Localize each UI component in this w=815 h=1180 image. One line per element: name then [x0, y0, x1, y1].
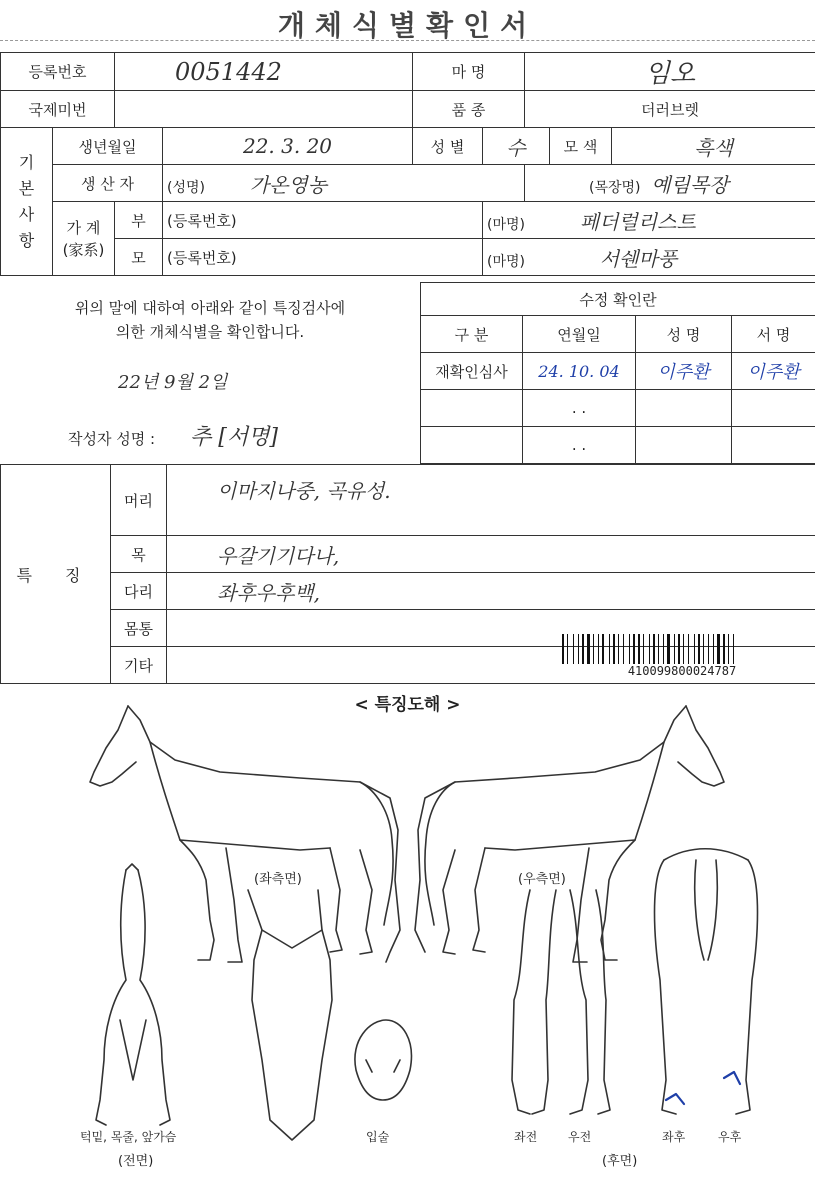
barcode-bar — [573, 634, 574, 664]
owner-name-tag: (성명) — [167, 179, 205, 196]
barcode-bar — [681, 634, 682, 664]
sex-label: 성 별 — [413, 128, 483, 165]
barcode-number: 410099800024787 — [627, 664, 737, 678]
barcode-bar — [625, 634, 628, 664]
barcode-bar — [703, 634, 704, 664]
barcode-bar — [688, 634, 689, 664]
document-title: 개체식별확인서 — [277, 9, 538, 42]
barcode-bar — [631, 634, 632, 664]
dam-name-cell — [483, 239, 815, 276]
revision-row-1-name: 이주환 — [636, 353, 732, 390]
statement-line-2: 의한 개체식별을 확인합니다. — [115, 323, 305, 341]
horse-diagram — [0, 700, 815, 1170]
barcode-bar — [565, 634, 566, 664]
barcode-bar — [713, 634, 714, 664]
label-front-parts: 턱밑, 목줄, 앞가슴 — [80, 1130, 177, 1144]
producer-cell — [163, 165, 525, 202]
breed-value: 더러브렛 — [525, 91, 815, 128]
barcode-bar — [723, 634, 725, 664]
label-hind-right: 우후 — [718, 1130, 742, 1144]
title-underline — [0, 40, 815, 41]
label-muzzle: 입술 — [366, 1130, 390, 1144]
barcode-bar — [708, 634, 709, 664]
barcode-bar — [623, 634, 624, 664]
barcode-bar — [665, 634, 666, 664]
barcode-bar — [618, 634, 619, 664]
statement-line-1: 위의 말에 대하여 아래와 같이 특징검사에 — [74, 299, 346, 317]
revision-row-2-type — [421, 390, 523, 427]
producer-label: 생 산 자 — [53, 165, 163, 202]
dam-name-tag: (마명) — [487, 253, 525, 270]
revision-col-type: 구 분 — [421, 316, 523, 353]
barcode-bar — [582, 634, 584, 664]
reg-no-value: 0051442 — [115, 53, 413, 91]
revision-row-2-name — [636, 390, 732, 427]
writer-label: 작성자 성명 : — [68, 430, 156, 448]
barcode-bar — [629, 634, 630, 664]
barcode-bar — [701, 634, 702, 664]
statement — [0, 296, 420, 344]
birth-value: 22. 3. 20 — [163, 128, 413, 165]
section-label-basic: 기본사항 — [1, 128, 53, 276]
label-right-side: (우측면) — [518, 872, 566, 887]
producer-value: 가온영농 — [249, 172, 328, 197]
intl-no-label: 국제미번 — [1, 91, 115, 128]
label-rear-view: (후면) — [602, 1154, 638, 1169]
barcode-bar — [715, 634, 716, 664]
label-front-view: (전면) — [118, 1154, 154, 1169]
barcode-bar — [633, 634, 635, 664]
sex-value: 수 — [483, 128, 550, 165]
barcode-bar — [676, 634, 677, 664]
barcode-bar — [696, 634, 697, 664]
farm-cell — [525, 165, 815, 202]
feature-label-other: 기타 — [111, 647, 167, 684]
barcode-bar — [735, 634, 736, 664]
right-side-horse-outline — [415, 706, 724, 962]
barcode-bar — [674, 634, 675, 664]
intl-no-value — [115, 91, 413, 128]
barcode-bar — [578, 634, 579, 664]
diagram-title: < 특징도해 > — [354, 695, 461, 715]
feature-label-legs: 다리 — [111, 573, 167, 610]
barcode-bar — [636, 634, 637, 664]
barcode-bar — [643, 634, 644, 664]
barcode-bar — [567, 634, 568, 664]
barcode-bar — [698, 634, 700, 664]
dam-label: 모 — [115, 239, 163, 276]
barcode-bar — [717, 634, 720, 664]
basic-info-table — [0, 52, 815, 276]
barcode-bar — [641, 634, 642, 664]
revision-row-2-sign — [732, 390, 815, 427]
revision-col-name: 성 명 — [636, 316, 732, 353]
feature-label-body: 몸통 — [111, 610, 167, 647]
barcode-bar — [733, 634, 734, 664]
barcode-bar — [593, 634, 594, 664]
barcode-bar — [683, 634, 684, 664]
barcode-bar — [658, 634, 659, 664]
label-fore-left: 좌전 — [514, 1130, 538, 1144]
feature-value-neck: 우갈기기다나, — [167, 536, 815, 573]
barcode-bar — [730, 634, 732, 664]
muzzle-outline — [355, 1020, 412, 1100]
barcode-bars — [562, 634, 802, 664]
barcode-bar — [660, 634, 662, 664]
barcode-bar — [663, 634, 664, 664]
revision-row-1-date: 24. 10. 04 — [523, 353, 636, 390]
barcode-bar — [667, 634, 670, 664]
revision-row-1-type: 재확인심사 — [421, 353, 523, 390]
barcode-bar — [685, 634, 687, 664]
sire-label: 부 — [115, 202, 163, 239]
sire-name-tag: (마명) — [487, 216, 525, 233]
barcode-bar — [575, 634, 577, 664]
dam-name-value: 서쉔마풍 — [599, 246, 678, 271]
features-label: 특 징 — [1, 465, 111, 684]
barcode-bar — [678, 634, 680, 664]
label-left-side: (좌측면) — [254, 872, 302, 887]
revision-row-2-date: . . — [523, 390, 636, 427]
revision-row-3-name — [636, 427, 732, 464]
barcode-bar — [585, 634, 586, 664]
revision-row-3-sign — [732, 427, 815, 464]
barcode-bar — [726, 634, 727, 664]
confirm-date: 22년 9월 2일 — [118, 372, 228, 393]
barcode-bar — [656, 634, 657, 664]
revision-col-date: 연월일 — [523, 316, 636, 353]
front-view-horse-outline — [96, 864, 170, 1125]
head-front-outline — [248, 890, 332, 1140]
pedigree-label: 가 계 — [66, 218, 101, 237]
barcode-bar — [609, 634, 610, 664]
revision-table — [420, 282, 815, 464]
farm-tag: (목장명) — [589, 179, 641, 196]
farm-value: 예림목장 — [651, 172, 729, 197]
barcode-bar — [721, 634, 722, 664]
barcode-bar — [671, 634, 673, 664]
barcode-bar — [587, 634, 590, 664]
horse-name-label: 마 명 — [413, 53, 525, 91]
sire-reg-tag: (등록번호) — [163, 202, 483, 239]
writer-signature: 추 [서명] — [190, 425, 278, 450]
barcode-bar — [728, 634, 729, 664]
label-fore-right: 우전 — [568, 1130, 592, 1144]
barcode-bar — [591, 634, 592, 664]
dam-reg-tag: (등록번호) — [163, 239, 483, 276]
feature-label-head: 머리 — [111, 465, 167, 536]
breed-label: 품 종 — [413, 91, 525, 128]
front-legs-outline — [512, 890, 610, 1114]
barcode-bar — [602, 634, 604, 664]
barcode-bar — [598, 634, 599, 664]
barcode-bar — [616, 634, 617, 664]
barcode — [562, 634, 802, 678]
barcode-bar — [705, 634, 707, 664]
barcode-bar — [580, 634, 581, 664]
revision-col-sign: 서 명 — [732, 316, 815, 353]
label-hind-left: 좌후 — [662, 1130, 686, 1144]
barcode-bar — [562, 634, 564, 664]
sire-name-cell — [483, 202, 815, 239]
left-side-horse-outline — [90, 706, 400, 962]
barcode-bar — [605, 634, 608, 664]
barcode-bar — [645, 634, 648, 664]
feature-label-neck: 목 — [111, 536, 167, 573]
confirmation-block — [0, 282, 421, 464]
barcode-bar — [611, 634, 612, 664]
pedigree-hanja: (家系) — [62, 240, 105, 259]
feature-value-legs: 좌후우후백, — [167, 573, 815, 610]
barcode-bar — [600, 634, 601, 664]
horse-name-value: 임오 — [525, 53, 815, 91]
barcode-bar — [569, 634, 572, 664]
rear-view-horse-outline — [655, 849, 758, 1114]
barcode-bar — [690, 634, 693, 664]
color-label: 모 색 — [550, 128, 612, 165]
barcode-bar — [620, 634, 622, 664]
barcode-bar — [613, 634, 615, 664]
reg-no-label: 등록번호 — [1, 53, 115, 91]
sire-name-value: 페더럴리스트 — [579, 209, 696, 234]
barcode-bar — [638, 634, 640, 664]
revision-row-3-date: . . — [523, 427, 636, 464]
revision-row-1-sign: 이주환 — [732, 353, 815, 390]
barcode-bar — [651, 634, 652, 664]
revision-header: 수정 확인란 — [421, 283, 815, 316]
color-value: 흑색 — [612, 128, 815, 165]
pedigree-cell — [53, 202, 115, 276]
barcode-bar — [710, 634, 712, 664]
birth-label: 생년월일 — [53, 128, 163, 165]
barcode-bar — [649, 634, 650, 664]
revision-row-3-type — [421, 427, 523, 464]
feature-value-head: 이마지나중, 곡유성. — [167, 465, 815, 536]
barcode-bar — [595, 634, 597, 664]
barcode-bar — [653, 634, 655, 664]
barcode-bar — [694, 634, 695, 664]
